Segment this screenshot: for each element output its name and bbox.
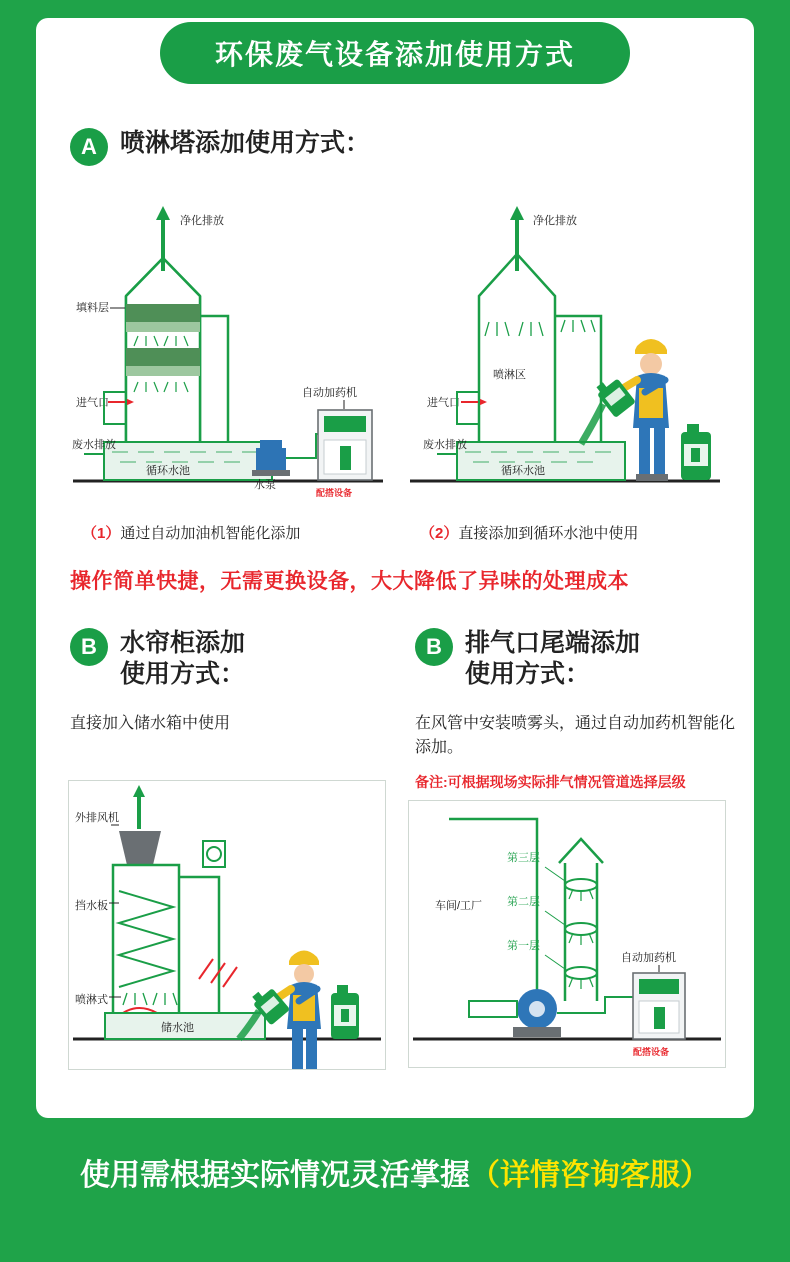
auto-dosing-machine [302, 385, 372, 480]
diagram-exhaust-outlet [408, 800, 726, 1068]
section-a-badge: A [70, 128, 108, 166]
svg-text:废水排放: 废水排放 [423, 439, 467, 451]
caption-a1-number: （1） [82, 525, 121, 542]
diagram-spray-tower-auto [68, 196, 388, 506]
page-title-text: 环保废气设备添加使用方式 [214, 39, 575, 70]
svg-text:第二层: 第二层 [507, 896, 540, 908]
svg-text:外排风机: 外排风机 [75, 812, 119, 824]
svg-text:进气口: 进气口 [427, 397, 460, 409]
svg-text:自动加药机: 自动加药机 [621, 952, 676, 964]
diagram-water-curtain-cabinet [68, 780, 386, 1070]
section-b2-note: 在风管中安装喷雾头，通过自动加药机智能化添加。 [415, 715, 736, 756]
section-b2-remark: 备注:可根据现场实际排气情况管道选择层级 [415, 774, 686, 790]
section-a-heading [70, 128, 370, 166]
svg-text:喷淋式: 喷淋式 [75, 994, 108, 1006]
bottom-main-text: 使用需根据实际情况灵活掌握 [80, 1159, 470, 1192]
svg-text:水泵: 水泵 [254, 479, 276, 491]
section-b1-heading [70, 628, 245, 689]
svg-text:第三层: 第三层 [507, 852, 540, 864]
svg-text:第一层: 第一层 [507, 940, 540, 952]
caption-a2-number: （2） [420, 525, 459, 542]
worker-figure [239, 951, 321, 1070]
svg-text:进气口: 进气口 [76, 397, 109, 409]
product-bottle [681, 424, 711, 480]
svg-text:配搭设备: 配搭设备 [633, 1047, 670, 1057]
caption-a1 [82, 522, 300, 543]
svg-text:储水池: 储水池 [161, 1022, 194, 1034]
section-b1-title-line1: 水帘柜添加 [120, 629, 246, 657]
arrow-up-icon [133, 785, 145, 829]
section-a-title: 喷淋塔添加使用方式： [120, 129, 371, 157]
section-b1-note: 直接加入储水箱中使用 [70, 715, 231, 732]
svg-text:填料层: 填料层 [76, 302, 109, 314]
svg-text:废水排放: 废水排放 [72, 439, 116, 451]
caption-a2 [420, 522, 638, 543]
svg-text:净化排放: 净化排放 [180, 215, 224, 227]
svg-text:循环水池: 循环水池 [146, 465, 190, 477]
auto-dosing-machine [621, 950, 685, 1039]
svg-text:车间/工厂: 车间/工厂 [435, 900, 483, 912]
caption-a1-text: 通过自动加油机智能化添加 [120, 525, 301, 542]
svg-text:循环水池: 循环水池 [501, 465, 545, 477]
section-b1-title-line2: 使用方式： [120, 659, 246, 688]
svg-text:配搭设备: 配搭设备 [316, 488, 353, 498]
diagram-spray-tower-manual [405, 196, 725, 506]
caption-a2-text: 直接添加到循环水池中使用 [458, 525, 639, 542]
svg-text:挡水板: 挡水板 [75, 900, 108, 912]
svg-text:喷淋区: 喷淋区 [493, 369, 526, 381]
bottom-highlight-text: （详情咨询客服） [470, 1159, 710, 1192]
arrow-right-icon [461, 398, 487, 406]
bottom-banner [0, 1150, 790, 1194]
highlight-statement: 操作简单快捷，无需更换设备，大大降低了异味的处理成本 [70, 570, 629, 593]
page-title [160, 22, 630, 84]
section-b2-title-line1: 排气口尾端添加 [465, 629, 641, 657]
section-b2-heading [415, 628, 640, 689]
blower-icon [469, 989, 561, 1037]
product-bottle [331, 985, 359, 1039]
svg-text:自动加药机: 自动加药机 [302, 387, 357, 399]
section-b1-badge: B [70, 628, 108, 666]
section-b2-badge: B [415, 628, 453, 666]
section-b2-title-line2: 使用方式： [465, 659, 591, 688]
svg-text:净化排放: 净化排放 [533, 215, 577, 227]
